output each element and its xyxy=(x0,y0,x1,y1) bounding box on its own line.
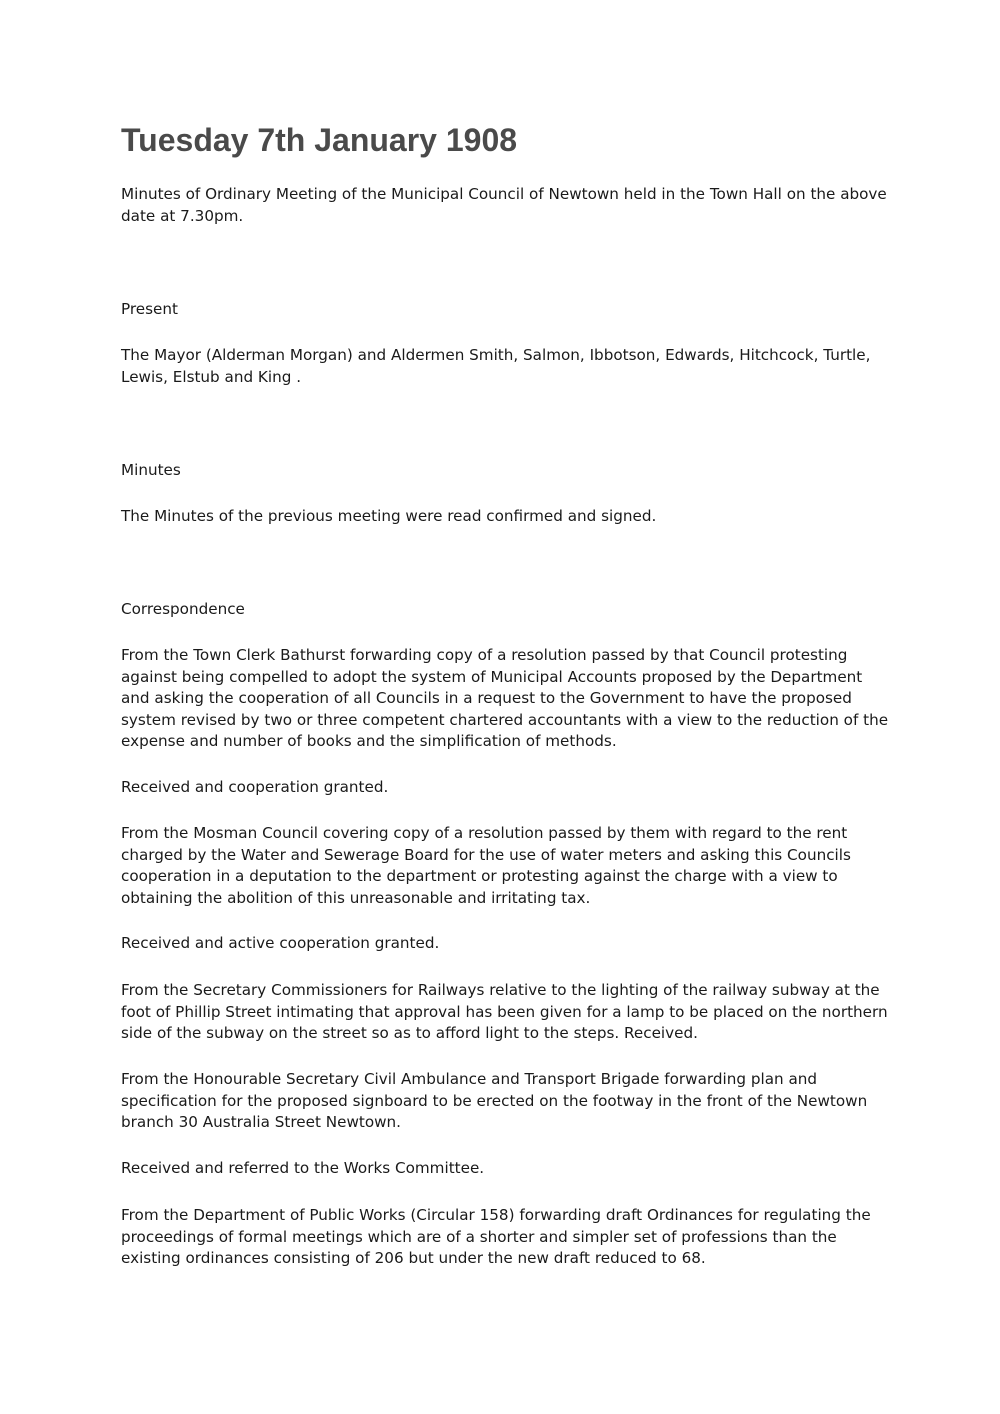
page-title: Tuesday 7th January 1908 xyxy=(121,122,518,158)
correspondence-item: From the Secretary Commissioners for Railways relative to the lighting of the railway subway at the foot of Phillip Street intimating that approval has been given for a lamp to be placed on the northern side of the subway on the street so as to afford light to the steps. Received. xyxy=(121,981,888,1043)
correspondence-item: Received and active cooperation granted. xyxy=(121,934,440,952)
correspondence-item: From the Honourable Secretary Civil Ambulance and Transport Brigade forwarding plan and specification for the proposed signboard to be erected on the footway in the front of the Newtown branch 30 Australia Street Newtown. xyxy=(121,1070,868,1132)
correspondence-item: From the Town Clerk Bathurst forwarding copy of a resolution passed by that Council protesting against being compelled to adopt the system of Municipal Accounts proposed by the Department and asking the cooperation of all Councils in a request to the Government to have the proposed system revised by two or three competent chartered accountants with a view to the reduction of the expense and number of books and the simplification of methods. xyxy=(121,646,889,751)
minutes-heading: Minutes xyxy=(121,461,181,479)
present-heading: Present xyxy=(121,300,178,318)
present-paragraph: The Mayor (Alderman Morgan) and Aldermen Smith, Salmon, Ibbotson, Edwards, Hitchcock, Turtle, Lewis, Elstub and King . xyxy=(121,346,871,386)
correspondence-item: Received and referred to the Works Committee. xyxy=(121,1159,485,1177)
minutes-paragraph: The Minutes of the previous meeting were read confirmed and signed. xyxy=(121,507,657,525)
correspondence-heading: Correspondence xyxy=(121,600,245,618)
correspondence-item: From the Department of Public Works (Circular 158) forwarding draft Ordinances for regulating the proceedings of formal meetings which are of a shorter and simpler set of professions than the existing ordinances consisting of 206 but under the new draft reduced to 68. xyxy=(121,1206,871,1268)
correspondence-item: From the Mosman Council covering copy of a resolution passed by them with regard to the rent charged by the Water and Sewerage Board for the use of water meters and asking this Councils cooperation in a deputation to the department or protesting against the charge with a view to obtaining the abolition of this unreasonable and irritating tax. xyxy=(121,824,851,907)
correspondence-item: Received and cooperation granted. xyxy=(121,778,389,796)
intro-paragraph: Minutes of Ordinary Meeting of the Municipal Council of Newtown held in the Town Hall on the above date at 7.30pm. xyxy=(121,185,887,225)
